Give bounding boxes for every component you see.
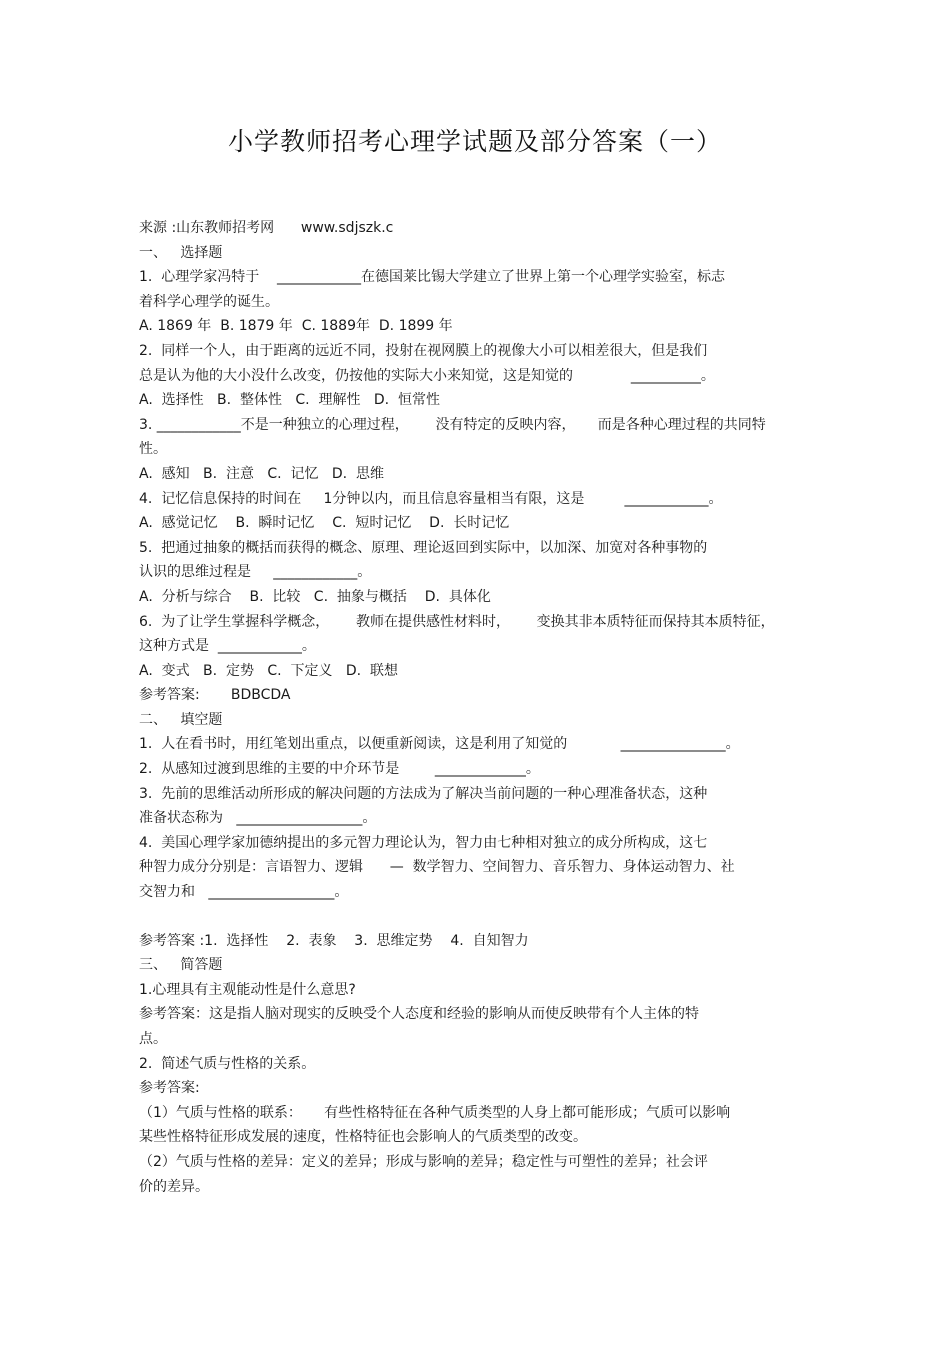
sa-a2-point1-line2: 某些性格特征形成发展的速度，性格特征也会影响人的气质类型的改变。 bbox=[139, 1129, 587, 1146]
sa-a1-line2: 点。 bbox=[139, 1031, 167, 1047]
q3-line1: 3. ____________不是一种独立的心理过程， 没有特定的反映内容， 而是各种心理过程的共同特 bbox=[139, 416, 766, 433]
q6-line2: 这种方式是 ____________。 bbox=[139, 638, 316, 655]
q2-line1: 2. 同样一个人，由于距离的远近不同，投射在视网膜上的视像大小可以相差很大，但是我们 bbox=[139, 342, 708, 359]
section2-answer: 参考答案 :1. 选择性 2. 表象 3. 思维定势 4. 自知智力 bbox=[139, 932, 529, 949]
spacer bbox=[139, 905, 819, 929]
fill-q1: 1. 人在看书时，用红笔划出重点，以便重新阅读，这是利用了知觉的 _______________。 bbox=[139, 736, 740, 753]
sa-q2: 2. 简述气质与性格的关系。 bbox=[139, 1055, 316, 1072]
section-heading-choice: 一、 选择题 bbox=[139, 244, 223, 261]
fill-q4-line2: 种智力成分分别是：言语智力、逻辑 — 数学智力、空间智力、音乐智力、身体运动智力、社 bbox=[139, 859, 735, 876]
q2-options: A. 选择性 B. 整体性 C. 理解性 D. 恒常性 bbox=[139, 392, 440, 409]
fill-q2: 2. 从感知过渡到思维的主要的中介环节是 _____________。 bbox=[139, 761, 540, 778]
q4-line1: 4. 记忆信息保持的时间在 1分钟以内，而且信息容量相当有限，这是 ____________。 bbox=[139, 490, 723, 507]
sa-a1-line1: 参考答案：这是指人脑对现实的反映受个人态度和经验的影响从而使反映带有个人主体的特 bbox=[139, 1006, 699, 1023]
section-heading-short-answer: 三、 简答题 bbox=[139, 957, 223, 974]
q5-line2: 认识的思维过程是 ____________。 bbox=[139, 564, 372, 581]
page-title: 小学教师招考心理学试题及部分答案（一） bbox=[227, 127, 722, 156]
section1-answer: 参考答案: BDBCDA bbox=[139, 687, 291, 704]
sa-a2-point1-line1: （1）气质与性格的联系： 有些性格特征在各种气质类型的人身上都可能形成；气质可以影响 bbox=[139, 1104, 731, 1121]
fill-q3-line2: 准备状态称为 __________________。 bbox=[139, 810, 377, 827]
fill-q4-line3: 交智力和 __________________。 bbox=[139, 884, 349, 901]
q5-line1: 5. 把通过抽象的概括而获得的概念、原理、理论返回到实际中，以加深、加宽对各种事物的 bbox=[139, 539, 708, 556]
sa-a2-point2-line2: 价的差异。 bbox=[139, 1178, 209, 1195]
q2-line2: 总是认为他的大小没什么改变，仍按他的实际大小来知觉，这是知觉的 __________。 bbox=[139, 367, 715, 384]
q1-line1: 1. 心理学家冯特于 ____________在德国莱比锡大学建立了世界上第一个心理学实验室，标志 bbox=[139, 269, 726, 286]
q1-line2: 着科学心理学的诞生。 bbox=[139, 293, 279, 310]
fill-q4-line1: 4. 美国心理学家加德纳提出的多元智力理论认为，智力由七种相对独立的成分所构成，这七 bbox=[139, 834, 708, 851]
sa-q1: 1.心理具有主观能动性是什么意思? bbox=[139, 981, 356, 998]
source-line: 来源 :山东教师招考网 www.sdjszk.c bbox=[139, 220, 394, 236]
fill-q3-line1: 3. 先前的思维活动所形成的解决问题的方法成为了解决当前问题的一种心理准备状态，这种 bbox=[139, 785, 708, 802]
sa-a2-point2-line1: （2）气质与性格的差异：定义的差异；形成与影响的差异；稳定性与可塑性的差异；社会评 bbox=[139, 1153, 708, 1170]
q4-options: A. 感觉记忆 B. 瞬时记忆 C. 短时记忆 D. 长时记忆 bbox=[139, 515, 510, 532]
q6-line1: 6. 为了让学生掌握科学概念， 教师在提供感性材料时， 变换其非本质特征而保持其本质特征， bbox=[139, 613, 775, 630]
q5-options: A. 分析与综合 B. 比较 C. 抽象与概括 D. 具体化 bbox=[139, 588, 491, 605]
q3-line2: 性。 bbox=[139, 441, 167, 458]
document-body bbox=[139, 216, 819, 1199]
sa-a2-label: 参考答案: bbox=[139, 1080, 200, 1097]
section-heading-fill-in: 二、 填空题 bbox=[139, 711, 223, 728]
q6-options: A. 变式 B. 定势 C. 下定义 D. 联想 bbox=[139, 662, 398, 679]
q1-options: A. 1869 年 B. 1879 年 C. 1889年 D. 1899 年 bbox=[139, 318, 453, 335]
q3-options: A. 感知 B. 注意 C. 记忆 D. 思维 bbox=[139, 465, 384, 482]
